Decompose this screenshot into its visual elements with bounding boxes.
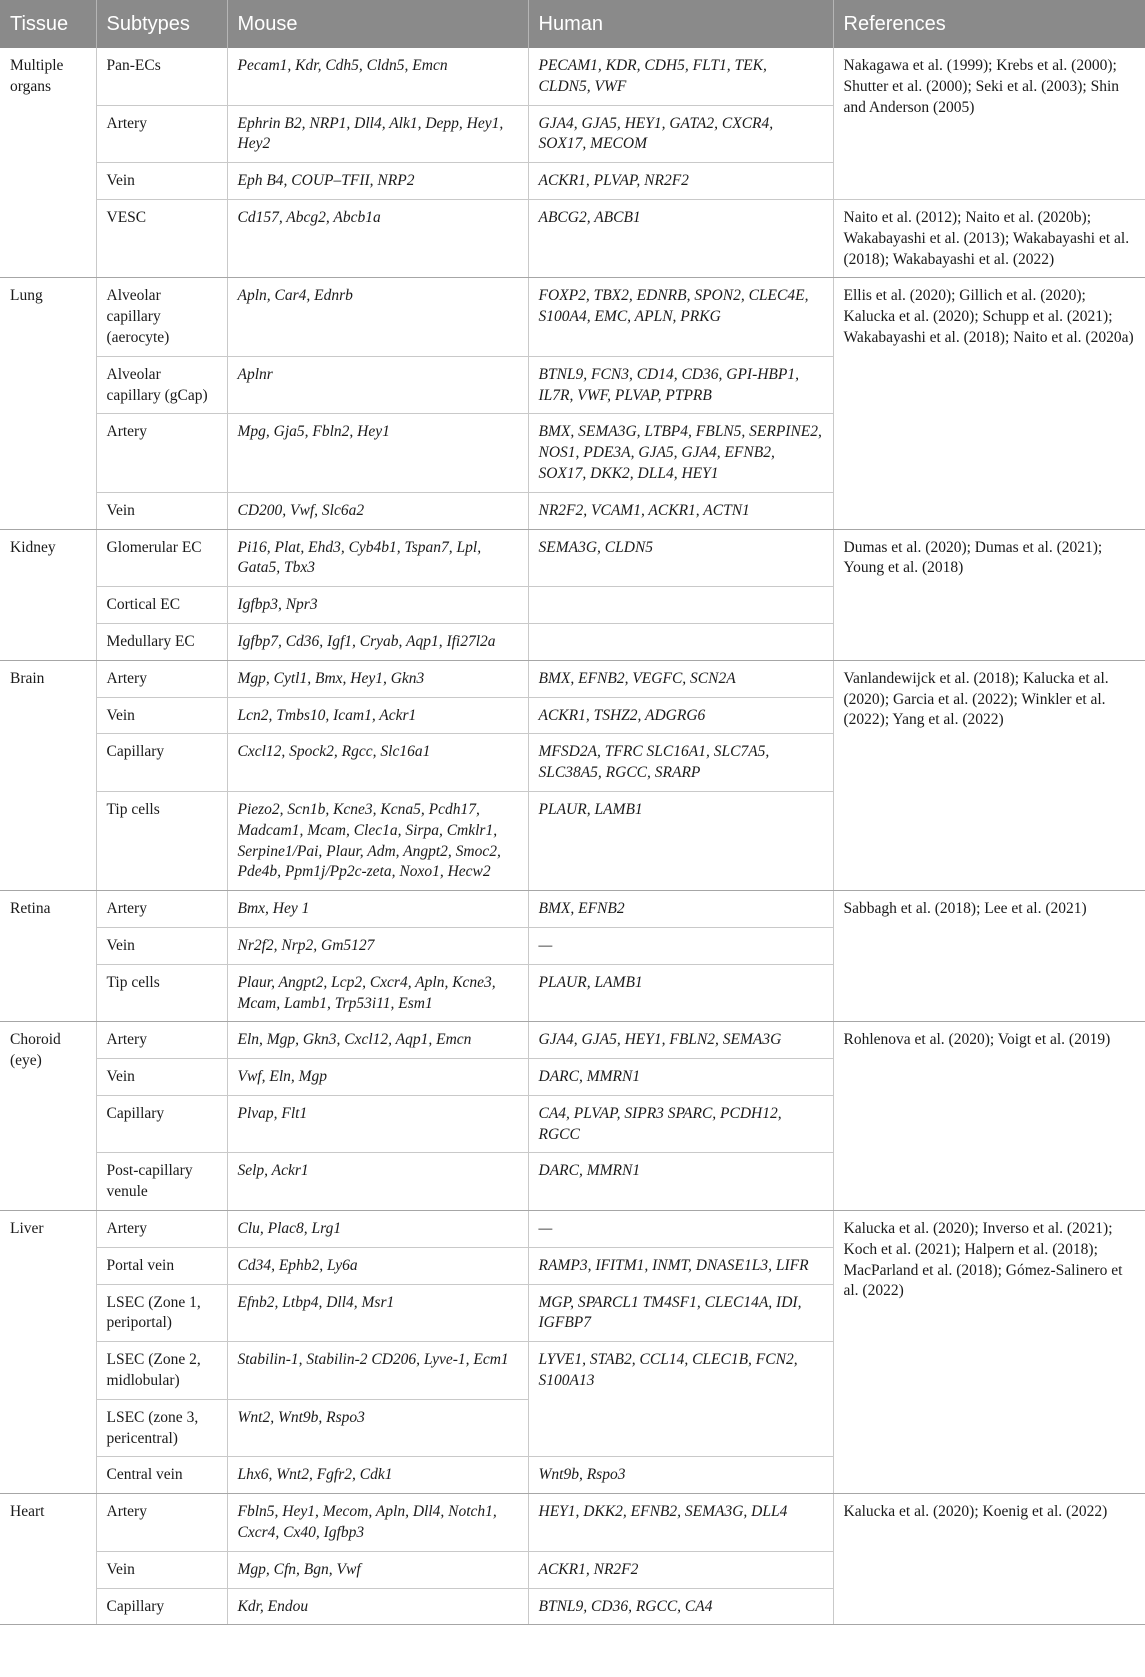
table-row — [0, 529, 1145, 587]
mouse-markers-cell: Pecam1, Kdr, Cdh5, Cldn5, Emcn — [227, 48, 528, 105]
mouse-markers-cell: Pi16, Plat, Ehd3, Cyb4b1, Tspan7, Lpl, Gata5, Tbx3 — [227, 529, 528, 587]
human-markers-cell — [528, 587, 833, 624]
subtype-cell: Capillary — [96, 1095, 227, 1153]
human-markers-cell: PLAUR, LAMB1 — [528, 964, 833, 1022]
references-cell: Sabbagh et al. (2018); Lee et al. (2021) — [833, 891, 1145, 1022]
table-row — [0, 48, 1145, 105]
human-markers-cell: BTNL9, FCN3, CD14, CD36, GPI-HBP1, IL7R, VWF, PLVAP, PTPRB — [528, 356, 833, 414]
human-markers-cell: CA4, PLVAP, SIPR3 SPARC, PCDH12, RGCC — [528, 1095, 833, 1153]
table-row — [0, 1494, 1145, 1552]
mouse-markers-cell: Lhx6, Wnt2, Fgfr2, Cdk1 — [227, 1457, 528, 1494]
human-markers-cell: PLAUR, LAMB1 — [528, 791, 833, 890]
human-markers-cell: NR2F2, VCAM1, ACKR1, ACTN1 — [528, 492, 833, 529]
human-markers-cell: BMX, EFNB2, VEGFC, SCN2A — [528, 660, 833, 697]
subtype-cell: Cortical EC — [96, 587, 227, 624]
human-markers-cell: ACKR1, TSHZ2, ADGRG6 — [528, 697, 833, 734]
tissue-cell: Kidney — [0, 529, 96, 660]
mouse-markers-cell: Vwf, Eln, Mgp — [227, 1059, 528, 1096]
human-markers-cell: MGP, SPARCL1 TM4SF1, CLEC14A, IDI, IGFBP7 — [528, 1284, 833, 1342]
mouse-markers-cell: Cd34, Ephb2, Ly6a — [227, 1247, 528, 1284]
mouse-markers-cell: Bmx, Hey 1 — [227, 891, 528, 928]
human-markers-cell: FOXP2, TBX2, EDNRB, SPON2, CLEC4E, S100A4, EMC, APLN, PRKG — [528, 278, 833, 356]
references-cell: Rohlenova et al. (2020); Voigt et al. (2019) — [833, 1022, 1145, 1211]
mouse-markers-cell: Plaur, Angpt2, Lcp2, Cxcr4, Apln, Kcne3, Mcam, Lamb1, Trp53i11, Esm1 — [227, 964, 528, 1022]
subtype-cell: Vein — [96, 927, 227, 964]
mouse-markers-cell: Eln, Mgp, Gkn3, Cxcl12, Aqp1, Emcn — [227, 1022, 528, 1059]
mouse-markers-cell: Stabilin-1, Stabilin-2 CD206, Lyve-1, Ecm1 — [227, 1342, 528, 1400]
human-markers-cell: DARC, MMRN1 — [528, 1059, 833, 1096]
table-row — [0, 1211, 1145, 1248]
subtype-cell: Artery — [96, 1211, 227, 1248]
mouse-markers-cell: Kdr, Endou — [227, 1588, 528, 1625]
table-row — [0, 199, 1145, 277]
subtype-cell: Vein — [96, 697, 227, 734]
subtype-cell: LSEC (Zone 1, periportal) — [96, 1284, 227, 1342]
mouse-markers-cell: Nr2f2, Nrp2, Gm5127 — [227, 927, 528, 964]
tissue-cell: Retina — [0, 891, 96, 1022]
table-row — [0, 660, 1145, 697]
mouse-markers-cell: Fbln5, Hey1, Mecom, Apln, Dll4, Notch1, Cxcr4, Cx40, Igfbp3 — [227, 1494, 528, 1552]
human-markers-cell: HEY1, DKK2, EFNB2, SEMA3G, DLL4 — [528, 1494, 833, 1552]
tissue-cell: Heart — [0, 1494, 96, 1625]
subtype-cell: Central vein — [96, 1457, 227, 1494]
subtype-cell: Artery — [96, 1494, 227, 1552]
human-markers-cell: BTNL9, CD36, RGCC, CA4 — [528, 1588, 833, 1625]
subtype-cell: Artery — [96, 660, 227, 697]
human-markers-cell: Wnt9b, Rspo3 — [528, 1457, 833, 1494]
subtype-cell: Artery — [96, 414, 227, 492]
human-markers-cell: BMX, EFNB2 — [528, 891, 833, 928]
subtype-cell: Pan-ECs — [96, 48, 227, 105]
mouse-markers-cell: Apln, Car4, Ednrb — [227, 278, 528, 356]
mouse-markers-cell: Igfbp7, Cd36, Igf1, Cryab, Aqp1, Ifi27l2a — [227, 623, 528, 660]
tissue-cell: Liver — [0, 1211, 96, 1494]
references-cell: Kalucka et al. (2020); Koenig et al. (2022) — [833, 1494, 1145, 1625]
references-cell: Naito et al. (2012); Naito et al. (2020b); Wakabayashi et al. (2013); Wakabayashi et al. (2018); Wakabayashi et al. (2022) — [833, 199, 1145, 277]
mouse-markers-cell: Selp, Ackr1 — [227, 1153, 528, 1211]
subtype-cell: Vein — [96, 492, 227, 529]
mouse-markers-cell: Cd157, Abcg2, Abcb1a — [227, 199, 528, 277]
tissue-cell: Choroid (eye) — [0, 1022, 96, 1211]
references-cell: Vanlandewijck et al. (2018); Kalucka et al. (2020); Garcia et al. (2022); Winkler et al. (2022); Yang et al. (2022) — [833, 660, 1145, 890]
references-cell: Nakagawa et al. (1999); Krebs et al. (2000); Shutter et al. (2000); Seki et al. (2003); Shin and Anderson (2005) — [833, 48, 1145, 199]
mouse-markers-cell: Aplnr — [227, 356, 528, 414]
header-mouse: Mouse — [227, 0, 528, 48]
human-markers-cell: BMX, SEMA3G, LTBP4, FBLN5, SERPINE2, NOS1, PDE3A, GJA5, GJA4, EFNB2, SOX17, DKK2, DLL4, HEY1 — [528, 414, 833, 492]
subtype-cell: Capillary — [96, 734, 227, 792]
mouse-markers-cell: Ephrin B2, NRP1, Dll4, Alk1, Depp, Hey1, Hey2 — [227, 105, 528, 163]
subtype-cell: Vein — [96, 163, 227, 200]
mouse-markers-cell: CD200, Vwf, Slc6a2 — [227, 492, 528, 529]
human-markers-cell: DARC, MMRN1 — [528, 1153, 833, 1211]
subtype-cell: Capillary — [96, 1588, 227, 1625]
subtype-cell: Tip cells — [96, 964, 227, 1022]
subtype-cell: Glomerular EC — [96, 529, 227, 587]
human-markers-cell: GJA4, GJA5, HEY1, FBLN2, SEMA3G — [528, 1022, 833, 1059]
mouse-markers-cell: Lcn2, Tmbs10, Icam1, Ackr1 — [227, 697, 528, 734]
header-subtypes: Subtypes — [96, 0, 227, 48]
header-human: Human — [528, 0, 833, 48]
subtype-cell: Vein — [96, 1059, 227, 1096]
subtype-cell: Post-capillary venule — [96, 1153, 227, 1211]
human-markers-cell: ACKR1, PLVAP, NR2F2 — [528, 163, 833, 200]
human-markers-cell: — — [528, 1211, 833, 1248]
tissue-cell: Lung — [0, 278, 96, 529]
subtype-cell: VESC — [96, 199, 227, 277]
mouse-markers-cell: Cxcl12, Spock2, Rgcc, Slc16a1 — [227, 734, 528, 792]
tissue-cell: Brain — [0, 660, 96, 890]
header-references: References — [833, 0, 1145, 48]
human-markers-cell: GJA4, GJA5, HEY1, GATA2, CXCR4, SOX17, MECOM — [528, 105, 833, 163]
table-row — [0, 1022, 1145, 1059]
mouse-markers-cell: Plvap, Flt1 — [227, 1095, 528, 1153]
subtype-cell: Tip cells — [96, 791, 227, 890]
references-cell: Ellis et al. (2020); Gillich et al. (2020); Kalucka et al. (2020); Schupp et al. (2021); Wakabayashi et al. (2018); Naito et al. (2020a) — [833, 278, 1145, 529]
subtype-cell: Medullary EC — [96, 623, 227, 660]
mouse-markers-cell: Igfbp3, Npr3 — [227, 587, 528, 624]
subtype-cell: Alveolar capillary (aerocyte) — [96, 278, 227, 356]
header-tissue: Tissue — [0, 0, 96, 48]
human-markers-cell: — — [528, 927, 833, 964]
mouse-markers-cell: Piezo2, Scn1b, Kcne3, Kcna5, Pcdh17, Madcam1, Mcam, Clec1a, Sirpa, Cmklr1, Serpine1/Pai, Plaur, Adm, Angpt2, Smoc2, Pde4b, Ppm1j/Pp2c-zeta, Noxo1, Hecw2 — [227, 791, 528, 890]
mouse-markers-cell: Wnt2, Wnt9b, Rspo3 — [227, 1399, 528, 1457]
header-row — [0, 0, 1145, 48]
subtype-cell: Artery — [96, 105, 227, 163]
mouse-markers-cell: Clu, Plac8, Lrg1 — [227, 1211, 528, 1248]
references-cell: Dumas et al. (2020); Dumas et al. (2021); Young et al. (2018) — [833, 529, 1145, 660]
mouse-markers-cell: Mgp, Cfn, Bgn, Vwf — [227, 1551, 528, 1588]
human-markers-cell: LYVE1, STAB2, CCL14, CLEC1B, FCN2, S100A13 — [528, 1342, 833, 1457]
subtype-cell: Vein — [96, 1551, 227, 1588]
subtype-cell: LSEC (Zone 2, midlobular) — [96, 1342, 227, 1400]
table-row — [0, 891, 1145, 928]
tissue-cell: Multiple organs — [0, 48, 96, 278]
human-markers-cell: RAMP3, IFITM1, INMT, DNASE1L3, LIFR — [528, 1247, 833, 1284]
human-markers-cell: ABCG2, ABCB1 — [528, 199, 833, 277]
references-cell: Kalucka et al. (2020); Inverso et al. (2021); Koch et al. (2021); Halpern et al. (2018); MacParland et al. (2018); Gómez-Salinero et al. (2022) — [833, 1211, 1145, 1494]
subtype-cell: LSEC (zone 3, pericentral) — [96, 1399, 227, 1457]
mouse-markers-cell: Efnb2, Ltbp4, Dll4, Msr1 — [227, 1284, 528, 1342]
mouse-markers-cell: Mgp, Cytl1, Bmx, Hey1, Gkn3 — [227, 660, 528, 697]
mouse-markers-cell: Eph B4, COUP–TFII, NRP2 — [227, 163, 528, 200]
human-markers-cell: ACKR1, NR2F2 — [528, 1551, 833, 1588]
human-markers-cell: MFSD2A, TFRC SLC16A1, SLC7A5, SLC38A5, RGCC, SRARP — [528, 734, 833, 792]
table-row — [0, 278, 1145, 356]
human-markers-cell — [528, 623, 833, 660]
human-markers-cell: PECAM1, KDR, CDH5, FLT1, TEK, CLDN5, VWF — [528, 48, 833, 105]
mouse-markers-cell: Mpg, Gja5, Fbln2, Hey1 — [227, 414, 528, 492]
subtype-cell: Artery — [96, 891, 227, 928]
subtype-cell: Alveolar capillary (gCap) — [96, 356, 227, 414]
human-markers-cell: SEMA3G, CLDN5 — [528, 529, 833, 587]
subtype-cell: Artery — [96, 1022, 227, 1059]
subtype-cell: Portal vein — [96, 1247, 227, 1284]
